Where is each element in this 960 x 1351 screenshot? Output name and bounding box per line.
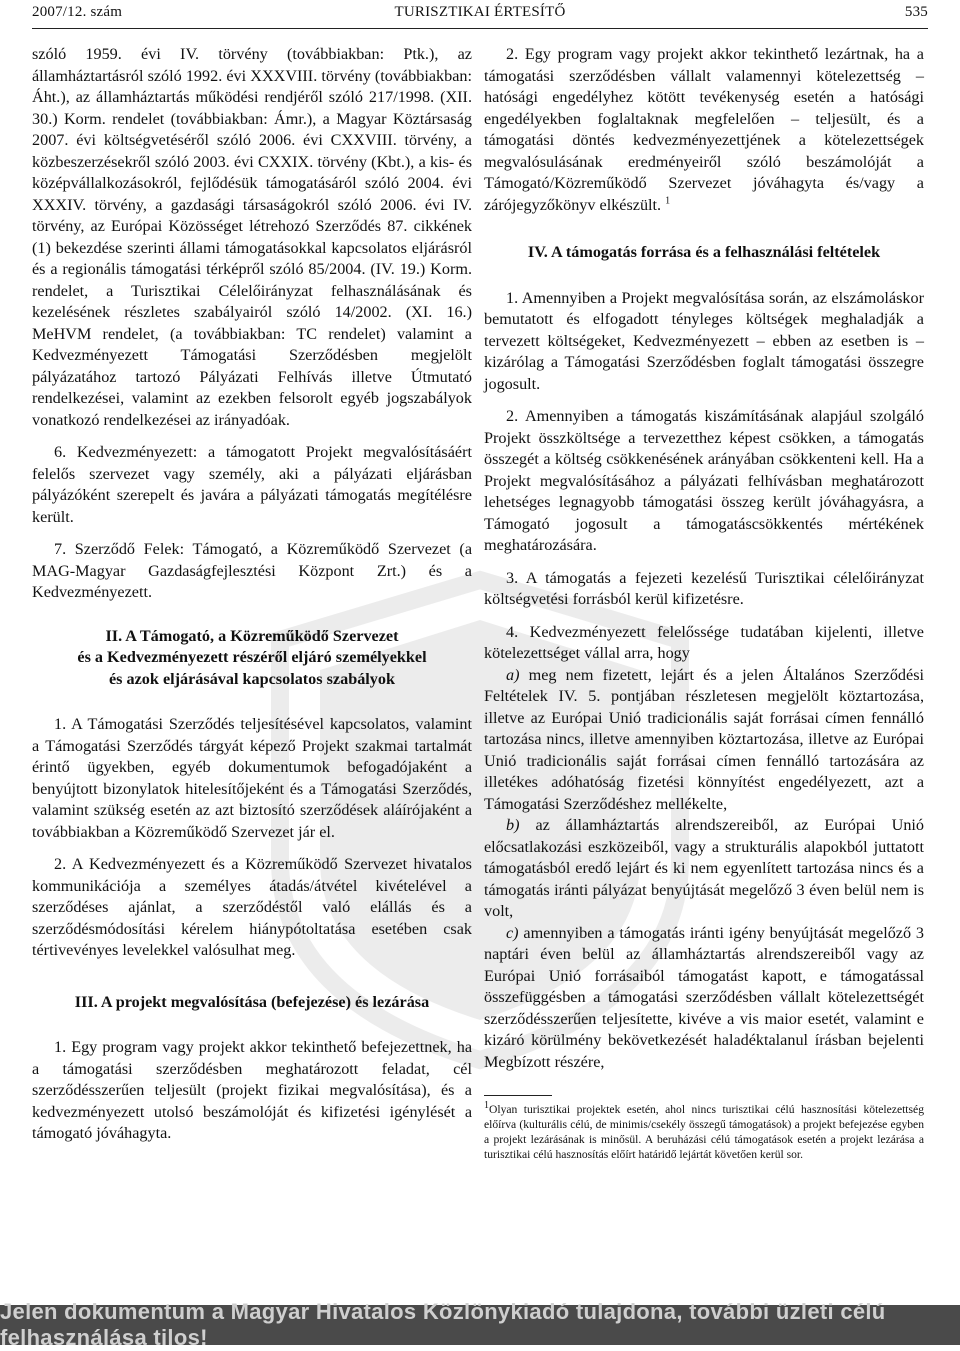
header-divider (32, 28, 928, 29)
paragraph: 1. A Támogatási Szerződés teljesítésével kapcsolatos, valamint a Támogatási Szerződés tárgyát képező Projekt szakmai tartalmát érintő ügyekben, egyéb dokumentumok befogadójaként a benyújtott bizonylatok hitelesítőjeként és a Támogatási Szerződés, valamint szükség esetén az azt biztosító szerződések aláírójaként a továbbiakban a Közreműködő Szervezet jár el. (32, 715, 472, 841)
paragraph: 2. Amennyiben a támogatás kiszámításának alapjául szolgáló Projekt összköltsége a tervezetthez képest csökken, a támogatás összegét a költség csökkenésének arányában csökkenteni kell. Ha a Projekt megvalósításához a pályázati felhívásban meghatározott lehetséges legnagyobb támogatási összeg került jóváhagyásra, a Támogató jogosult a támogatáscsökkentés mértékének meghatározására. (484, 407, 924, 554)
issue-number: 2007/12. szám (32, 4, 123, 20)
list-text: az államháztartás alrendszereiből, az Európai Unió előcsatlakozási eszközeiből, vagy a strukturális alapokból juttatott támogatásból eredő lejárt és ki nem egyenlített tartozása nincs és a támogatás iránti pályázat benyújtását megelőző 3 éven belül nem is volt, (484, 816, 924, 920)
list-letter: b) (506, 816, 520, 834)
paragraph: 3. A támogatás a fejezeti kezelésű Turisztikai célelőirányzat költségvetési forrásból kerül kifizetésre. (484, 568, 924, 608)
footnote-reference[interactable]: 1 (665, 195, 671, 207)
left-column (32, 44, 472, 1156)
paragraph: 2. A Kedvezményezett és a Közreműködő Szervezet hivatalos kommunikációja a személyes átadás/átvétel kivételével a szerződéses ajánlat, a szerződéstől való elállás és a szerződésmódosítási kérelem hiánypótoltatása esetében csak tértivevényes levelekkel valósulhat meg. (32, 855, 472, 959)
list-letter: c) (506, 923, 519, 942)
list-item-b (484, 815, 924, 923)
heading-line: és a Kedvezményezett részéről eljáró személyekkel (77, 648, 427, 666)
list-item-a (484, 665, 924, 816)
footnote (484, 1102, 924, 1162)
footnote-divider (484, 1095, 552, 1096)
copyright-banner (0, 1299, 960, 1350)
paragraph: 1. Amennyiben a Projekt megvalósítása során, az elszámoláskor bemutatott és elfogadott tényleges költségek meghaladják a tervezett költségeket, Kedvezményezett – ebben az esetben is – kizárólag a Támogatási Szerződésben foglalt támogatási összegre jogosult. (484, 288, 924, 393)
section-heading-iv: IV. A támogatás forrása és a felhasználási feltételek (527, 243, 881, 261)
paragraph-text: 2. Egy program vagy projekt akkor tekinthető lezártnak, ha a támogatási szerződésben vállalt valamennyi kötelezettség – hatósági engedélyhez kötött tevékenység esetén a hatósági engedélyekben foglaltaknak megfelelően – teljesült, és a támogatási döntés kedvezményezettjének a kötelezettségek megvalósulásának eredményeiről szóló beszámolóját a Támogató/Közreműködő Szervezet jóváhagyta és/vagy a zárójegyzőkönyv elkészült. (484, 45, 924, 214)
section-heading-iii: III. A projekt megvalósítása (befejezése) és lezárása (74, 992, 430, 1011)
paragraph: 7. Szerződő Felek: Támogató, a Közreműködő Szervezet (a MAG-Magyar Gazdaságfejlesztési Központ Zrt.) és a Kedvezményezett. (32, 540, 472, 601)
page-number: 535 (904, 4, 928, 20)
heading-line: és azok eljárásával kapcsolatos szabályok (109, 669, 395, 688)
paragraph: 6. Kedvezményezett: a támogatott Projekt megvalósításáért felelős szervezet vagy személy, aki a pályázati eljárásban pályázóként szerepelt és javára a pályázati támogatás megítélésre került. (32, 443, 472, 526)
list-letter: a) (506, 665, 520, 684)
list-text: meg nem fizetett, lejárt és a jelen Általános Szerződési Feltételek IV. 5. pontjában részletesen megjelölt köztartozása, illetve az Európai Unió tradicionális saját forrásai címen fennálló tartozása nincs, illetve amennyiben köztartozása, illetve az Európai Unió tradicionális saját forrásai címen fennálló tartozására az illetékes adóhatóság fizetési könnyítést engedélyezett, azt a Támogatási Szerződéshez mellékelte, (484, 665, 924, 813)
journal-title: TURISZTIKAI ÉRTESÍTŐ (394, 4, 566, 20)
list-text: amennyiben a támogatás iránti igény benyújtását megelőző 3 naptári éven belül az államháztartás alrendszereiből vagy az Európai Unió forrásaiból támogatást kapott, e támogatással összefüggésben a támogatási szerződésben vállalt kötelezettségét szerződésszerűen teljesítette, kivéve a vis maior esetét, valamint e kizáró körülmény bekövetkezését haladéktalanul írásban bejelenti Megbízott részére, (484, 923, 924, 1071)
paragraph: szóló 1959. évi IV. törvény (továbbiakban: Ptk.), az államháztartásról szóló 1992. évi XXXVIII. törvény (továbbiakban: Áht.), az államháztartás működési rendjéről szóló 217/1998. (XII. 30.) Korm. rendelet (továbbiakban: Ámr.), a Magyar Köztársaság 2007. évi költségvetéséről szóló 2006. évi CXXVIII. törvény, a közbeszerzésekről szóló 2003. évi CXXIX. törvény (Kbt.), a kis- és középvállalkozásokról, fejlődésük támogatásáról szóló 2004. évi XXXIV. törvény, a gazdasági társaságokról szóló 2006. évi IV. törvény, az Európai Közösséget létrehozó Szerződés 87. cikkének (1) bekezdése szerinti állami támogatásokkal kapcsolatos eljárásról és a regionális támogatási térképről szóló 85/2004. (IV. 19.) Korm. rendelet, a Turisztikai Célelőirányzat felhasználásának és kezelésének részletes szabályairól szóló 14/2002. (XI. 16.) MeHVM rendelet, (a továbbiakban: TC rendelet) valamint a Kedvezményezett Támogatási Szerződésben megjelölt pályázatához tartozó Pályázati Felhívás illetve Útmutató rendelkezései, valamint az ezekben felsorolt egyéb jogszabályok vonatkozó rendelkezései az irányadóak. (32, 45, 472, 429)
list-item-c (484, 923, 924, 1074)
heading-line: II. A Támogató, a Közreműködő Szervezet (105, 626, 399, 645)
footnote-text: Olyan turisztikai projektek esetén, ahol nincs turisztikai célú hasznosítási kötelezettség előírva (kulturális célú, de minimis/csekély összegű támogatások) a projekt befejezése egyben a projekt lezárásának is minősül. A beruházási célú támogatások esetén a projekt lezárása a turisztikai célú hasznosítás előírt határidő lejártát követően kerül sor. (484, 1103, 924, 1161)
page-header (32, 4, 928, 30)
paragraph (484, 44, 924, 216)
paragraph: 1. Egy program vagy projekt akkor tekinthető befejezettnek, ha a támogatási szerződésben meghatározott feladat, cél szerződésszerűen teljesült (projekt fizikai megvalósítása), és a kedvezményezett utolsó beszámolóját és kifizetési igénylését a támogató jóváhagyta. (32, 1038, 472, 1142)
paragraph: 4. Kedvezményezett felelőssége tudatában kijelenti, illetve kötelezettséget vállal arra, hogy (484, 622, 924, 662)
right-column (484, 44, 924, 1162)
footnote-marker: 1 (484, 1100, 489, 1112)
copyright-text: Jelen dokumentum a Magyar Hivatalos Közlönykiadó tulajdona, további üzleti célú felhasználása tilos! (0, 1299, 886, 1350)
section-heading-ii (32, 626, 472, 691)
